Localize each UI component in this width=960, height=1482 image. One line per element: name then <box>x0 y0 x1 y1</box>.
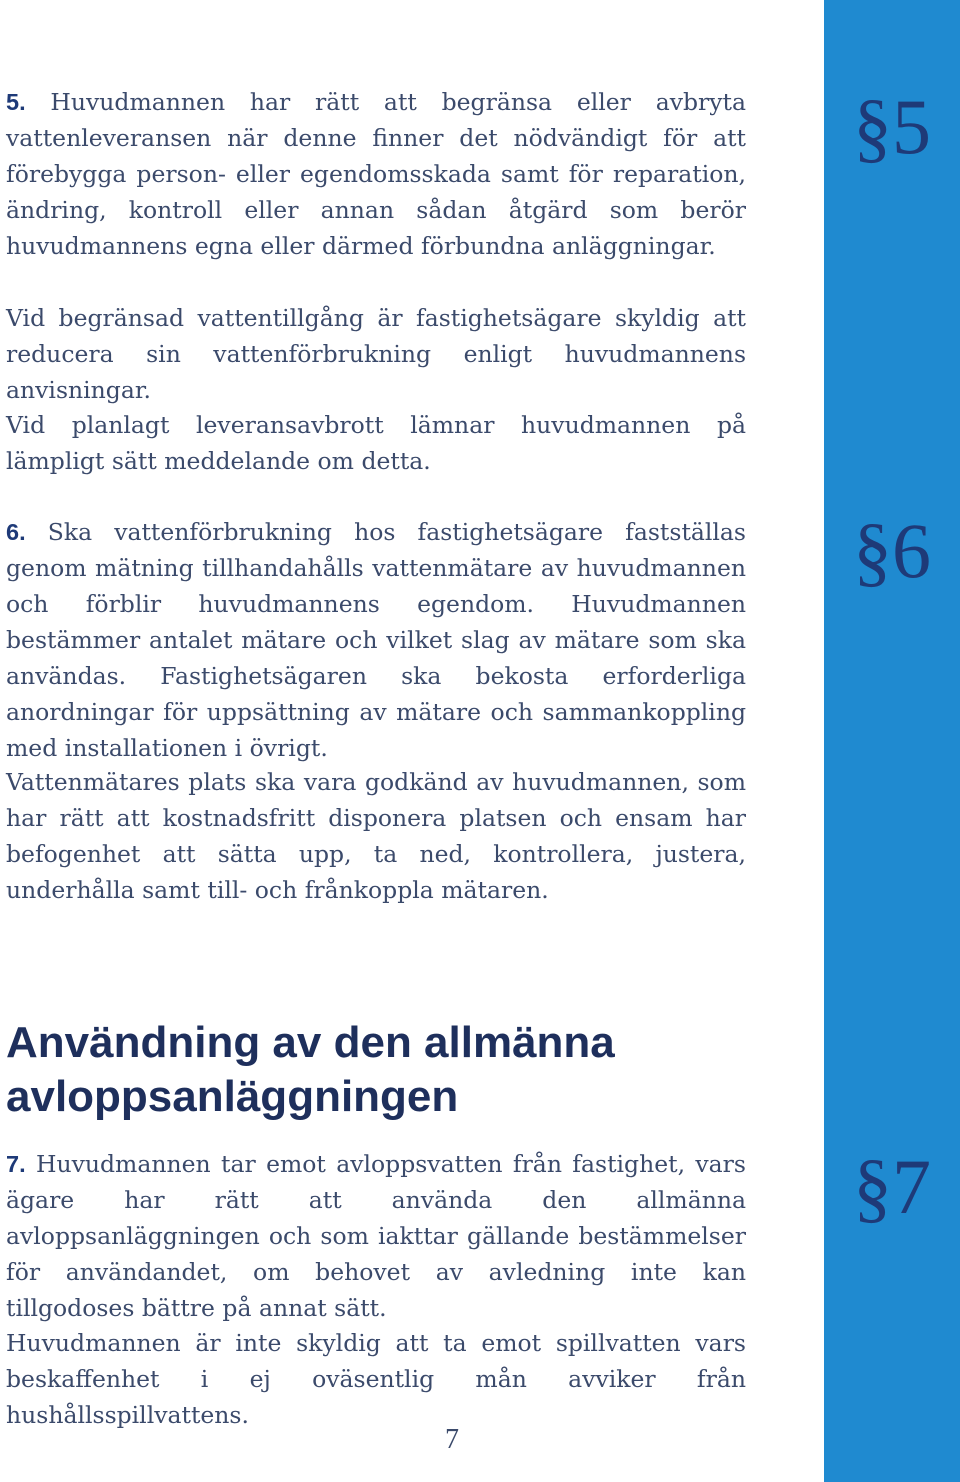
section-marker-6: §6 <box>853 507 931 594</box>
paragraph-6-2: Vattenmätares plats ska vara godkänd av huvudmannen, som har rätt att kostnadsfritt disponera platsen och ensam har befogenhet att sätta upp, ta ned, kontrollera, justera, underhålla samt till- och frånkoppla mätaren. <box>6 768 746 904</box>
section-heading: Användning av den allmänna avloppsanläggningen <box>6 1018 615 1121</box>
section-number-5: 5. <box>6 89 26 115</box>
paragraph-text: Ska vattenförbrukning hos fastighetsägare fastställas genom mätning tillhandahålls vattenmätare av huvudmannen och förblir huvudmannens egendom. Huvudmannen bestämmer antalet mätare och vilket slag av mätare som ska användas. Fastighetsägaren ska bekosta erforderliga anordningar för uppsättning av mätare och sammankoppling med installationen i övrigt. <box>6 518 746 762</box>
paragraph-5-2: Vid begränsad vattentillgång är fastighetsägare skyldig att reducera sin vattenförbrukning enligt huvudmannens anvisningar. <box>6 304 746 404</box>
section-marker-7: §7 <box>853 1143 931 1230</box>
section-number-6: 6. <box>6 519 26 545</box>
paragraph-text: Huvudmannen har rätt att begränsa eller avbryta vattenleveransen när denne finner det nödvändigt för att förebygga person- eller egendomsskada samt för reparation, ändring, kontroll eller annan sådan åtgärd som berör huvudmannens egna eller därmed förbundna anläggningar. <box>6 88 746 260</box>
paragraph-7-2: Huvudmannen är inte skyldig att ta emot spillvatten vars beskaffenhet i ej oväsentlig mån avviker från hushållsspillvattens. <box>6 1329 746 1429</box>
section-number-7: 7. <box>6 1151 26 1177</box>
paragraph-7-1 <box>6 1146 746 1326</box>
page-number: 7 <box>445 1424 459 1455</box>
paragraph-5-1 <box>6 84 746 264</box>
paragraph-5-3: Vid planlagt leveransavbrott lämnar huvudmannen på lämpligt sätt meddelande om detta. <box>6 411 746 475</box>
section-sidebar <box>824 0 960 1482</box>
section-marker-5: §5 <box>853 83 931 170</box>
paragraph-text: Huvudmannen tar emot avloppsvatten från fastighet, vars ägare har rätt att använda den allmänna avloppsanläggningen och som iakttar gällande bestämmelser för användandet, om behovet av avledning inte kan tillgodoses bättre på annat sätt. <box>6 1150 746 1322</box>
paragraph-6-1 <box>6 514 746 766</box>
